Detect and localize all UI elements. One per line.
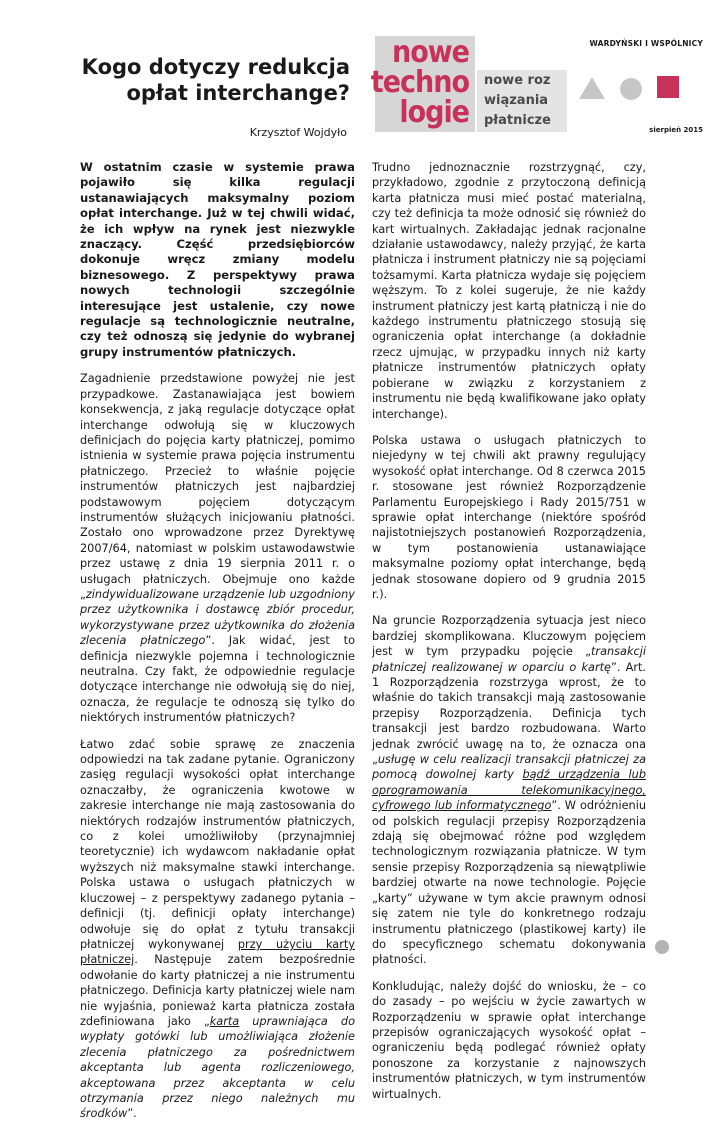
right-column bbox=[372, 160, 646, 1113]
body-paragraph-3: Trudno jednoznacznie rozstrzygnąć, czy, przykładowo, zgodnie z przytoczoną definicją karta płatnicza musi mieć postać materialną, czy też definicja ta może odnosić się również do kart wirtualnych. Zakładając jednak racjonalne działanie ustawodawcy, należy przyjąć, że karta płatnicza i instrument płatniczy nie są pojęciami tożsamymi. Karta płatnicza wydaje się pojęciem węższym. To z kolei sugeruje, że nie każdy instrument płatniczy jest kartą płatniczą i nie do każdego instrumentu płatniczego stosują się ograniczenia opłat interchange (a dokładnie rzecz ujmując, w przypadku innych niż karty płatnicze instrumentów płatniczych opłaty pobierane w związku z korzystaniem z instrumentu nie będą kwalifikowane jako opłaty interchange). bbox=[372, 161, 646, 421]
text-span: ”. Art. 1 Rozporządzenia rozstrzyga wprost, że to właśnie do takich transakcji mają zastosowanie przepisy Rozporządzenia. Definicja tych transakcji jest bardzo rozbudowana. Warto jednak zwrócić uwagę na to, że oznacza ona „ bbox=[372, 660, 646, 767]
article-title bbox=[82, 54, 350, 106]
subtitle-line-3: płatnicze bbox=[484, 113, 551, 128]
decorative-dot bbox=[655, 940, 669, 954]
text-span: ”. Jak widać, jest to definicja niezwykle pojemna i technologicznie neutralna. Czy fakt, że odpowiednie regulacje dotyczące interchange nie odwołują się do niej, oznacza, że regulacje te odnoszą się tylko do niektórych instrumentów płatniczych? bbox=[80, 634, 356, 725]
underlined-quote-span: bądź urządzenia lub oprogramowania telekomunikacyjnego, cyfrowego lub informatycznego bbox=[372, 768, 646, 813]
issue-date: sierpień 2015 bbox=[649, 126, 703, 134]
text-span: Na gruncie Rozporządzenia sytuacja jest nieco bardziej skomplikowana. Kluczowym pojęciem jest w tym przypadku pojęcie „ bbox=[372, 614, 646, 659]
title-line-1: Kogo dotyczy redukcja bbox=[81, 55, 350, 79]
logo-word-3: logie bbox=[399, 95, 469, 130]
subtitle-line-1: nowe roz bbox=[484, 73, 551, 88]
logo-box bbox=[370, 35, 475, 132]
underlined-quote-span: karta bbox=[209, 1014, 240, 1028]
text-span: ”. W odróżnieniu od polskich regulacji przepisy Rozporządzenia zdają się obejmować różne pod względem technologicznym rozwiązania płatnicze. W tym sensie przepisy Rozporządzenia są niewątpliwie bardziej otwarte na nowe technologie. Pojęcie „karty” używane w tym akcie prawnym odnosi się zatem nie tyle do konkretnego rodzaju instrumentu płatniczego (plastikowej karty) ile do specyficznego schematu dokonywania płatności. bbox=[372, 799, 647, 967]
left-column bbox=[80, 160, 355, 1133]
square-shape bbox=[657, 76, 679, 98]
quote-span: usługę w celu realizacji transakcji płatniczej za pomocą dowolnej karty bbox=[372, 753, 646, 782]
firm-name: WARDYŃSKI I WSPÓLNICY bbox=[589, 39, 703, 48]
underlined-span: przy użyciu karty płatniczej bbox=[80, 937, 355, 967]
title-line-2: opłat interchange? bbox=[126, 81, 350, 105]
author-name: Krzysztof Wojdyło bbox=[249, 126, 347, 139]
lead-paragraph: W ostatnim czasie w systemie prawa pojawiło się kilka regulacji ustanawiających maksymalny poziom opłat interchange. Już w tej chwili widać, że ich wpływ na rynek jest niezwykle znaczący. Część przedsiębiorców dokonuje wręcz zmiany modelu biznesowego. Z perspektywy prawa nowych technologii szczególnie interesujące jest ustalenie, czy nowe regulacje są technologicznie neutralne, czy też odnoszą się jedynie do wybranej grupy instrumentów płatniczych. bbox=[80, 160, 355, 359]
subtitle-line-2: wiązania bbox=[484, 93, 549, 108]
logo-word-2: techno bbox=[370, 65, 469, 100]
body-paragraph-1 bbox=[80, 371, 355, 725]
triangle-shape bbox=[579, 77, 605, 99]
body-paragraph-2 bbox=[80, 737, 355, 1122]
text-span: Zagadnienie przedstawione powyżej nie jest przypadkowe. Zastanawiająca jest bowiem konsekwencja, z jaką regulacje dotyczące opłat interchange odwołują się w kluczowych definicjach do pojęcia karty płatniczej, pomimo istnienia w systemie prawa pojęcia instrumentu płatniczego. Przecież to właśnie pojęcie instrumentów płatniczych jest najbardziej podstawowym pojęciem dotyczącym instrumentów służących inicjowaniu płatności. Zostało ono wprowadzone przez Dyrektywę 2007/64, natomiast w polskim ustawodawstwie przez ustawę z dnia 19 sierpnia 2011 r. o usługach płatniczych. Obejmuje ono każde „ bbox=[80, 372, 355, 601]
circle-shape bbox=[620, 78, 642, 100]
body-paragraph-6: Konkludując, należy dojść do wniosku, że – co do zasady – po wejściu w życie zawartych w Rozporządzeniu w sprawie opłat interchange przepisów ograniczających wysokość opłat – ograniczeniu będą podlegać również opłaty ponoszone za korzystanie z najnowszych instrumentów płatniczych, w tym instrumentów wirtualnych. bbox=[372, 979, 646, 1101]
quote-span: uprawniająca do wypłaty gotówki lub umożliwiająca złożenie zlecenia płatniczego za pośrednictwem akceptanta lub agenta rozliczeniowego, akceptowana przez akceptanta w celu otrzymania przez niego należnych mu środków bbox=[80, 1014, 355, 1121]
logo-word-1: nowe bbox=[391, 35, 469, 70]
text-span: . Następuje zatem bezpośrednie odwołanie do karty płatniczej a nie instrumentu płatniczego. Definicja karty płatniczej wiele nam nie wyjaśnia, ponieważ karta płatnicza została zdefiniowana jako „ bbox=[80, 953, 355, 1028]
body-paragraph-4: Polska ustawa o usługach płatniczych to niejedyny w tej chwili akt prawny regulujący wysokość opłat interchange. Od 8 czerwca 2015 r. stosowane jest również Rozporządzenie Parlamentu Europejskiego i Rady 2015/751 w sprawie opłat interchange (niektóre spośród najistotniejszych postanowień Rozporządzenia, w tym postanowienia ustanawiające maksymalne poziomy opłat interchange, będą jednak stosowane dopiero od 9 grudnia 2015 r.). bbox=[372, 433, 646, 601]
body-paragraph-5 bbox=[372, 613, 646, 967]
text-span: ”. bbox=[127, 1107, 137, 1121]
text-span: Łatwo zdać sobie sprawę ze znaczenia odpowiedzi na tak zadane pytanie. Ograniczony zasięg regulacji wysokości opłat interchange oznaczałby, że ograniczenia kwotowe w zakresie interchange nie mają zastosowania do niektórych rodzajów instrumentów płatniczych, co z kolei umożliwiłoby (przynajmniej teoretycznie) ich wydawcom nakładanie opłat wyższych niż maksymalne stawki interchange. Polska ustawa o usługach płatniczych w kluczowej – z perspektywy zadanego pytania – definicji (tj. definicji opłaty interchange) odwołuje się do opłat z tytułu transakcji płatniczej wykonywanej bbox=[80, 737, 355, 951]
series-subtitle-box bbox=[477, 70, 567, 132]
quote-span: transakcji płatniczej realizowanej w oparciu o kartę bbox=[372, 645, 646, 674]
quote-span: zindywidualizowane urządzenie lub uzgodniony przez użytkownika i dostawcę zbiór procedur, wykorzystywane przez użytkownika do złożenia zlecenia płatniczego bbox=[80, 587, 355, 648]
